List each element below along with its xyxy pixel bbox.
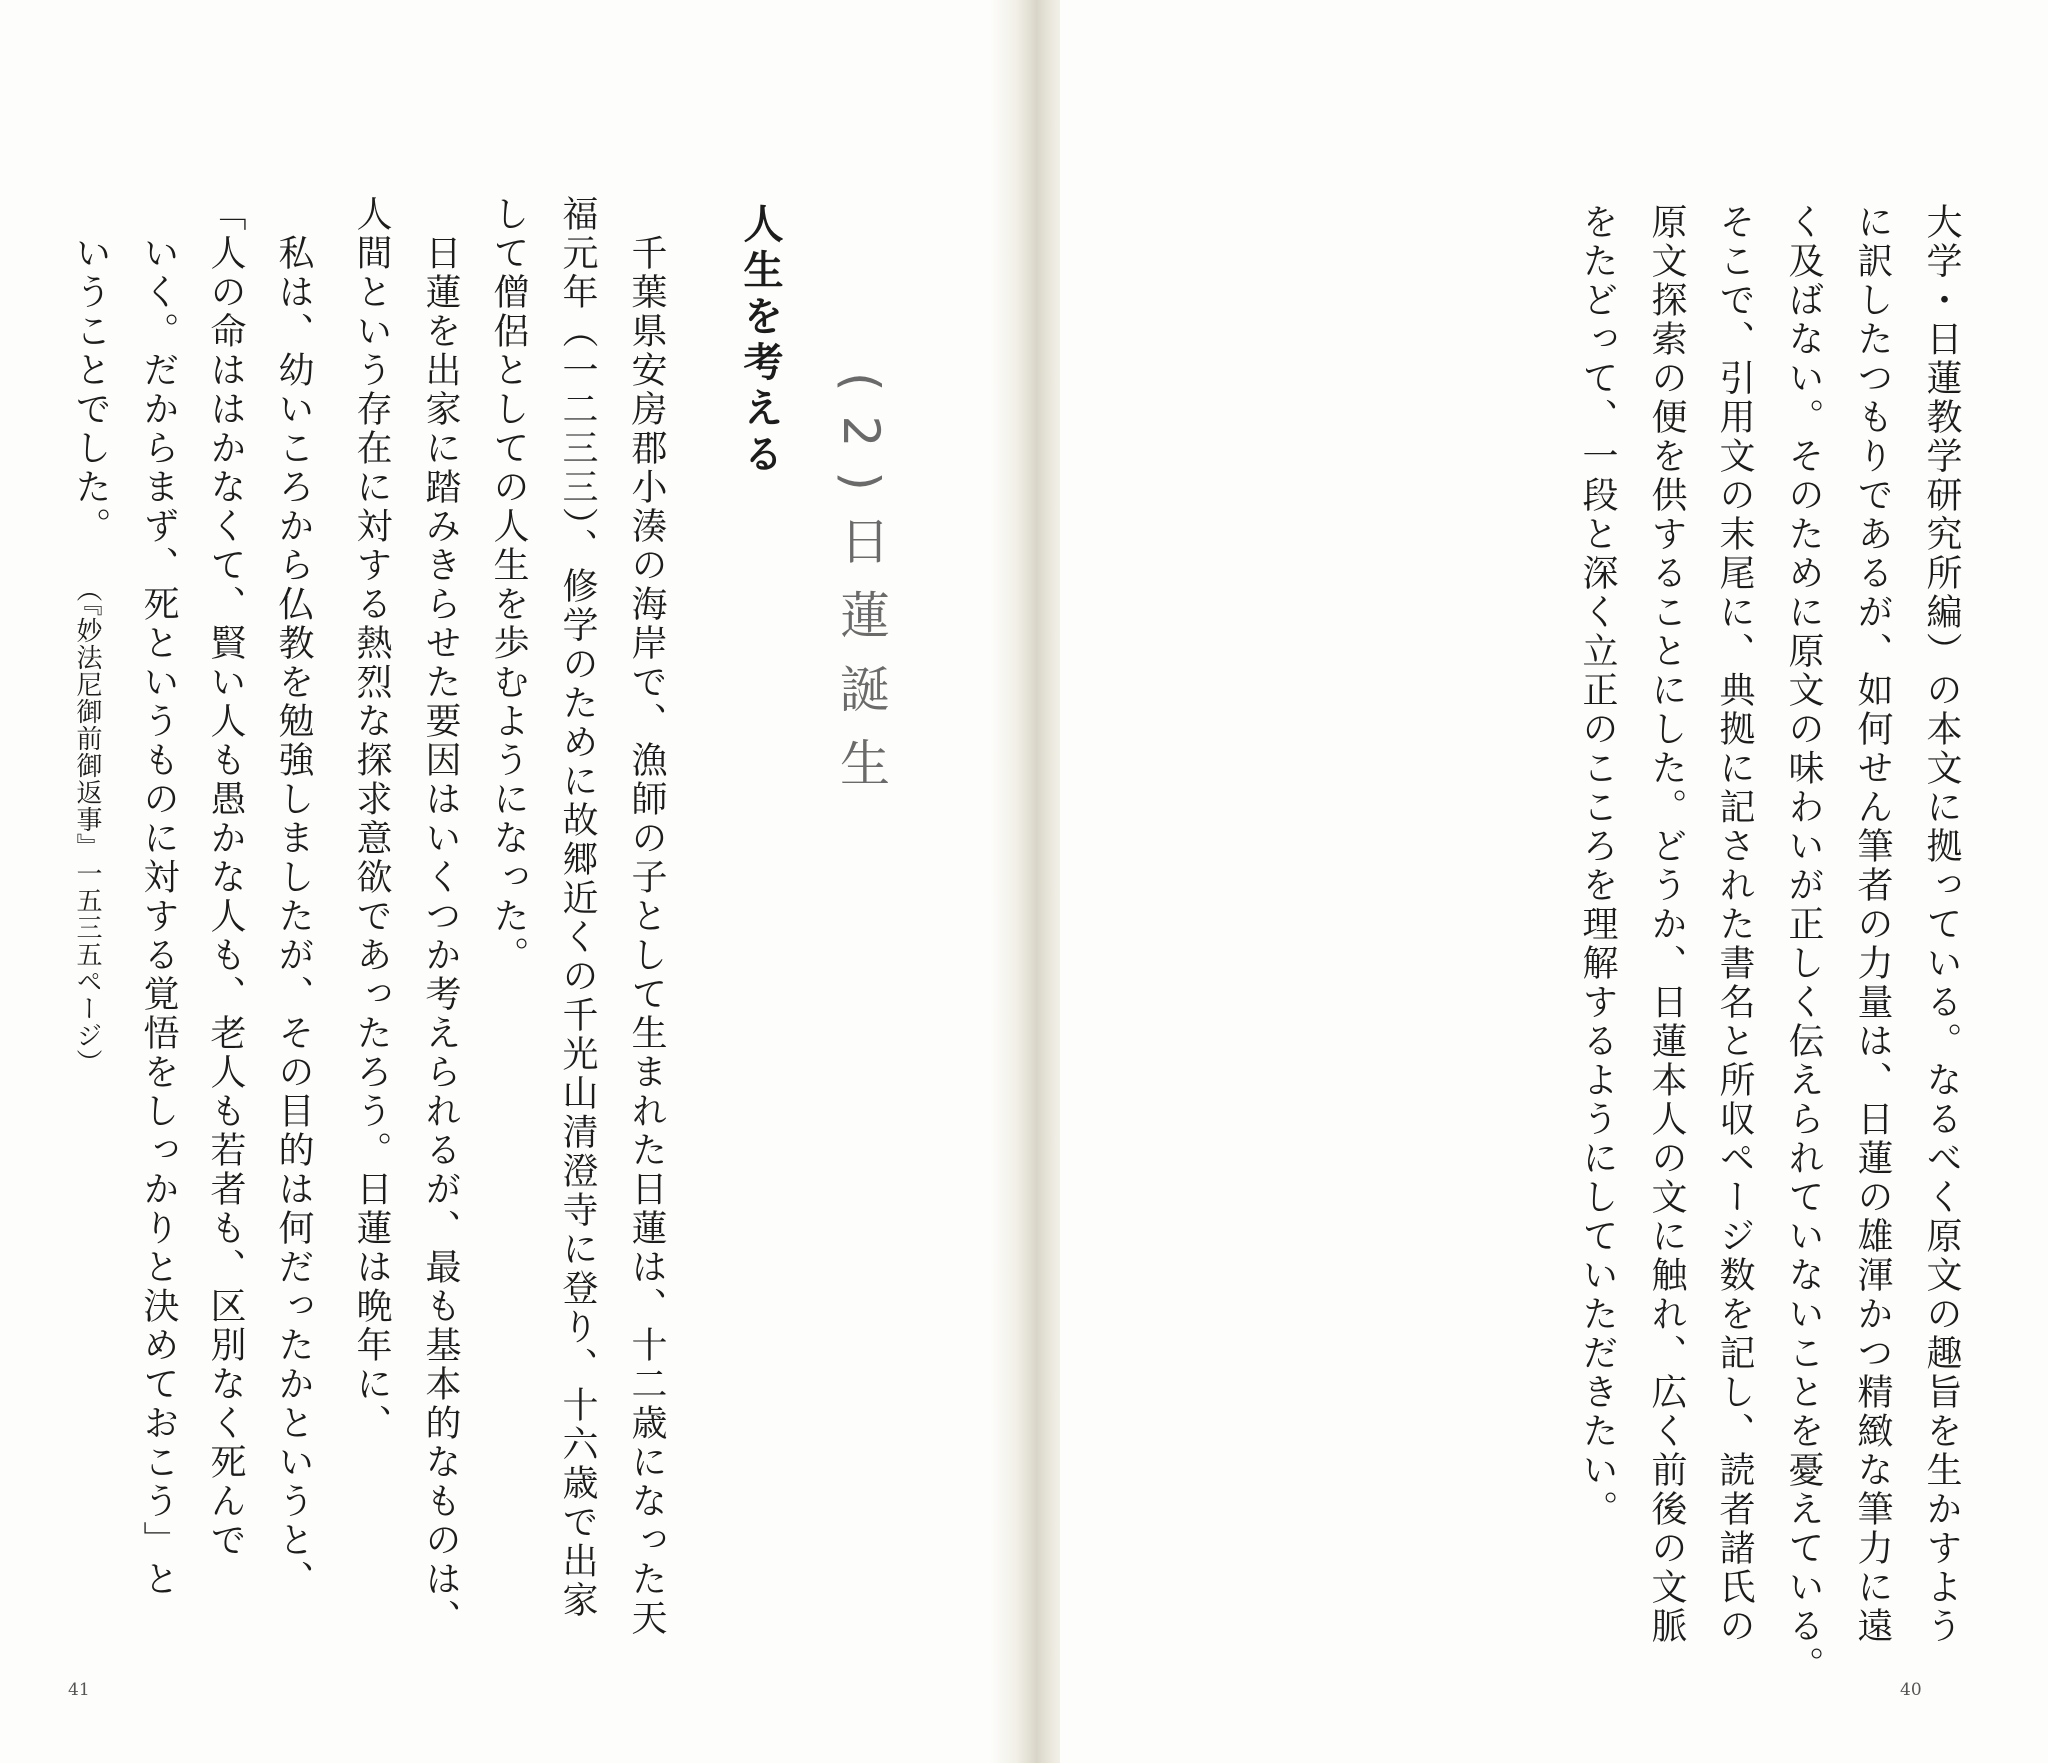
body-line: に訳したつもりであるが、如何せん筆者の力量は、日蓮の雄渾かつ精緻な筆力に遠	[1852, 203, 1893, 1646]
page-number: 40	[1900, 1680, 1922, 1700]
body-line: 私は、幼いころから仏教を勉強しましたが、その目的は何だったかというと、	[273, 195, 314, 1599]
body-line: く及ばない。そのために原文の味わいが正しく伝えられていないことを憂えている。	[1783, 203, 1824, 1685]
citation: （『妙法尼御前御返事』一五三五ページ）	[72, 576, 102, 1076]
body-line: 大学・日蓮教学研究所編）の本文に拠っている。なるべく原文の趣旨を生かすよう	[1921, 203, 1962, 1646]
body-line: 日蓮を出家に踏みきらせた要因はいくつか考えられるが、最も基本的なものは、	[420, 234, 461, 1638]
body-line: 原文探索の便を供することにした。どうか、日蓮本人の文に触れ、広く前後の文脈	[1646, 203, 1687, 1646]
body-line: いうことでした。	[70, 234, 111, 546]
body-line: 千葉県安房郡小湊の海岸で、漁師の子として生まれた日蓮は、十二歳になった天	[626, 234, 667, 1638]
body-line: して僧侶としての人生を歩むようになった。	[488, 195, 529, 975]
left-page	[0, 0, 1010, 1763]
body-line: 人間という存在に対する熱烈な探求意欲であったろう。日蓮は晩年に、	[351, 195, 392, 1443]
body-line: 福元年（一二三三）、修学のために故郷近くの千光山清澄寺に登り、十六歳で出家	[557, 195, 598, 1620]
right-page	[1060, 0, 2048, 1763]
chapter-heading: (2)日蓮誕生	[832, 372, 890, 811]
body-line: そこで、引用文の末尾に、典拠に記された書名と所収ページ数を記し、読者諸氏の	[1714, 203, 1755, 1646]
body-line: をたどって、一段と深く立正のこころを理解するようにしていただきたい。	[1577, 203, 1618, 1529]
page-number: 41	[68, 1680, 90, 1700]
body-line: 「人の命ははかなくて、賢い人も愚かな人も、老人も若者も、区別なく死んで	[205, 195, 246, 1560]
section-heading: 人生を考える	[737, 203, 783, 479]
body-line: いく。だからまず、死というものに対する覚悟をしっかりと決めておこう」と	[138, 234, 179, 1599]
